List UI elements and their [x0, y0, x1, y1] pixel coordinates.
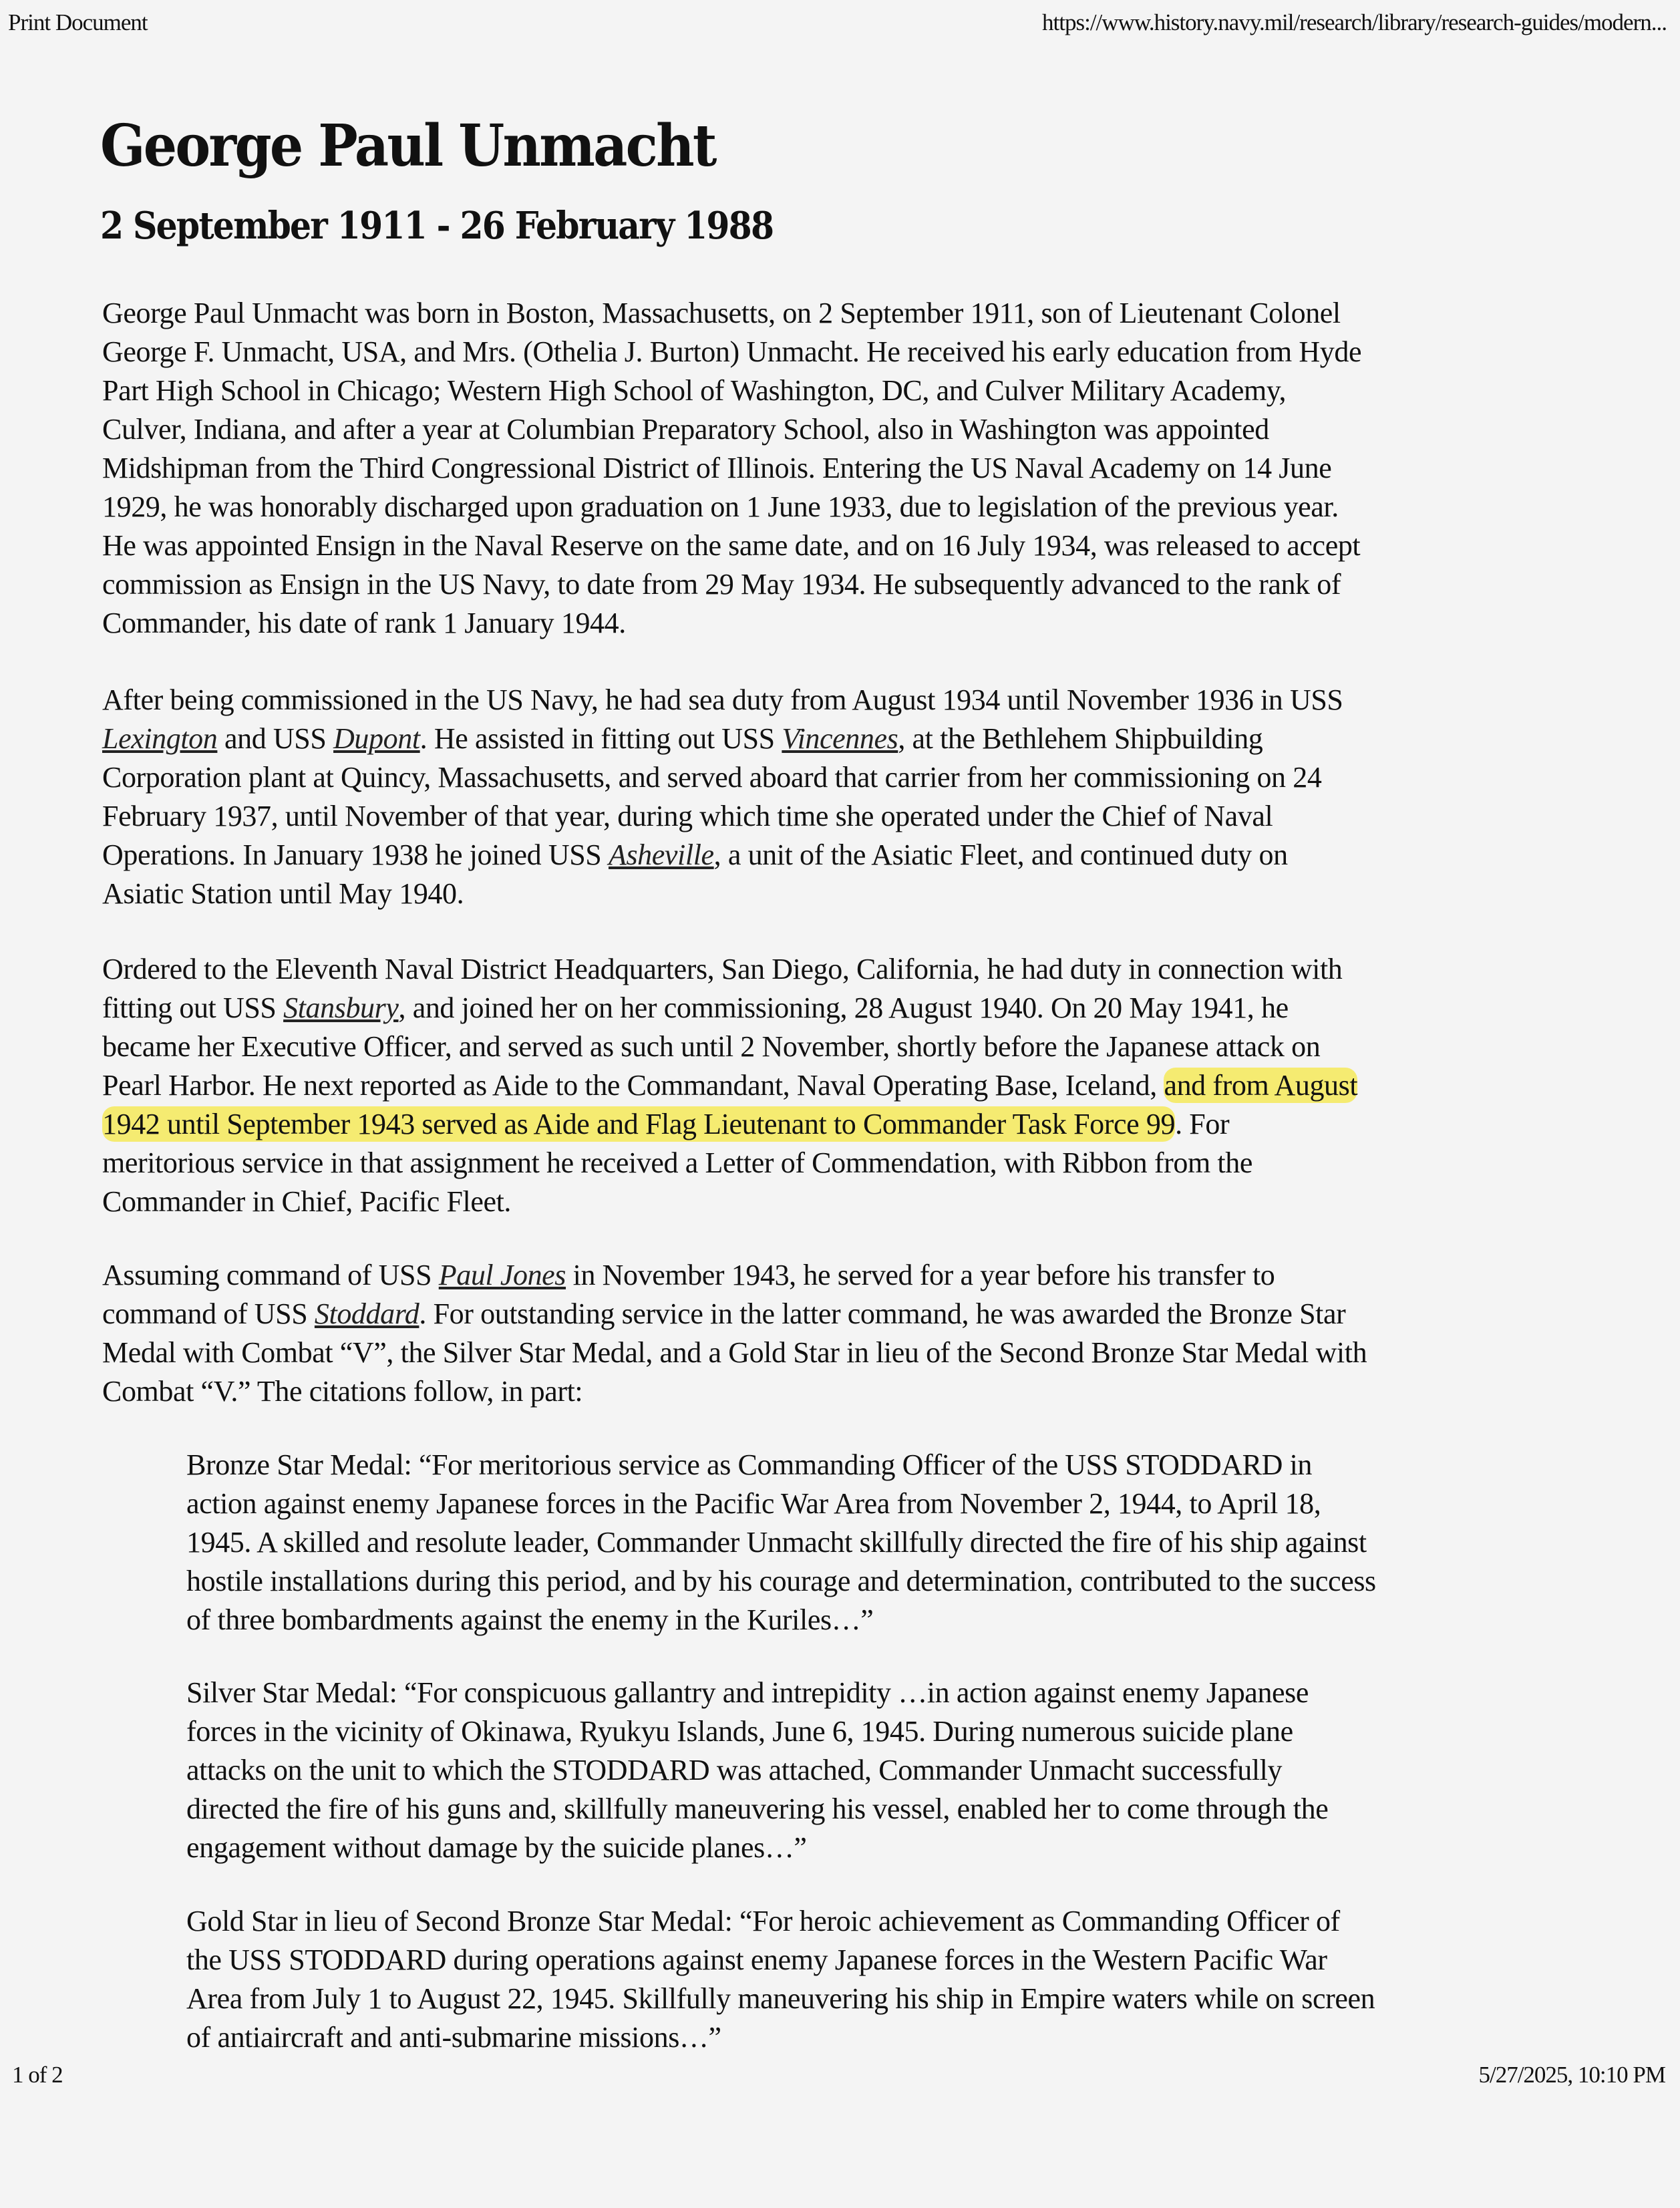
- text-segment: and USS: [217, 722, 334, 755]
- ship-link[interactable]: Stansbury: [283, 991, 399, 1024]
- page-subtitle-dates: 2 September 1911 - 26 February 1988: [100, 204, 774, 248]
- text-line: [186, 1790, 1328, 1829]
- text-line: [102, 1333, 1367, 1372]
- text-line: [102, 371, 1361, 410]
- text-line: [186, 1601, 1376, 1639]
- text-line: [102, 1182, 1357, 1221]
- text-line: [102, 1295, 1367, 1333]
- paragraph-sea-duty: [102, 681, 1343, 913]
- text-segment: fitting out USS: [102, 991, 284, 1024]
- text-segment: hostile installations during this period, and by his courage and determination, contributed to the success: [186, 1565, 1376, 1597]
- text-segment: Gold Star in lieu of Second Bronze Star Medal: “For heroic achievement as Commanding Officer of: [186, 1905, 1340, 1937]
- text-segment: George F. Unmacht, USA, and Mrs. (Othelia J. Burton) Unmacht. He received his early education from Hyde: [102, 335, 1362, 368]
- text-line: [102, 797, 1343, 836]
- paragraph-stansbury-iceland: [102, 950, 1357, 1221]
- text-segment: of antiaircraft and anti-submarine missions…”: [186, 2021, 721, 2054]
- text-segment: . He assisted in fitting out USS: [419, 722, 782, 755]
- text-segment: He was appointed Ensign in the Naval Reserve on the same date, and on 16 July 1934, was released to accept: [102, 529, 1361, 562]
- text-line: [102, 333, 1361, 371]
- text-segment: Assuming command of USS: [102, 1259, 439, 1291]
- text-line: [102, 449, 1361, 488]
- text-segment: attacks on the unit to which the STODDARD was attached, Commander Unmacht successfully: [186, 1754, 1283, 1786]
- text-segment: Commander in Chief, Pacific Fleet.: [102, 1185, 512, 1218]
- text-line: [186, 1484, 1376, 1523]
- text-line: [186, 1980, 1375, 2018]
- text-segment: command of USS: [102, 1297, 315, 1330]
- text-line: [102, 1066, 1357, 1105]
- highlighted-text: 1942 until September 1943 served as Aide and Flag Lieutenant to Commander Task Force 99: [102, 1108, 1176, 1140]
- text-segment: Medal with Combat “V”, the Silver Star Medal, and a Gold Star in lieu of the Second Bronze Star Medal with: [102, 1336, 1367, 1369]
- text-segment: February 1937, until November of that year, during which time she operated under the Chief of Naval: [102, 800, 1273, 832]
- text-line: [102, 989, 1357, 1028]
- text-segment: became her Executive Officer, and served as such until 2 November, shortly before the Japanese attack on: [102, 1030, 1321, 1063]
- text-line: [186, 1751, 1328, 1790]
- text-line: [186, 1674, 1328, 1712]
- text-line: [102, 565, 1361, 604]
- ship-link[interactable]: Asheville: [608, 838, 714, 871]
- ship-link[interactable]: Stoddard: [314, 1297, 419, 1330]
- text-segment: Midshipman from the Third Congressional District of Illinois. Entering the US Naval Academy on 14 June: [102, 452, 1332, 484]
- text-segment: commission as Ensign in the US Navy, to date from 29 May 1934. He subsequently advanced to the rank of: [102, 568, 1341, 601]
- paragraph-early-life: [102, 294, 1361, 643]
- text-segment: , and joined her on her commissioning, 28 August 1940. On 20 May 1941, he: [398, 991, 1289, 1024]
- text-line: [102, 1256, 1367, 1295]
- text-segment: directed the fire of his guns and, skillfully maneuvering his vessel, enabled her to come through the: [186, 1792, 1329, 1825]
- print-header-url: https://www.history.navy.mil/research/library/research-guides/modern...: [1042, 9, 1667, 35]
- text-line: [102, 488, 1361, 526]
- citation-bronze-star: [186, 1446, 1376, 1639]
- text-line: [186, 1446, 1376, 1484]
- ship-link[interactable]: Paul Jones: [438, 1259, 566, 1291]
- text-line: [102, 836, 1343, 875]
- text-line: [102, 681, 1343, 720]
- ship-link[interactable]: Vincennes: [782, 722, 898, 755]
- text-line: [102, 1372, 1367, 1411]
- text-line: [102, 526, 1361, 565]
- page-title: George Paul Unmacht: [100, 112, 715, 180]
- text-line: [102, 604, 1361, 643]
- text-segment: Commander, his date of rank 1 January 1944.: [102, 607, 626, 639]
- text-segment: forces in the vicinity of Okinawa, Ryukyu Islands, June 6, 1945. During numerous suicide plane: [186, 1715, 1293, 1748]
- text-line: [102, 1144, 1357, 1182]
- text-line: [102, 875, 1343, 913]
- print-header-title: Print Document: [8, 9, 148, 35]
- text-line: [186, 1523, 1376, 1562]
- text-line: [102, 720, 1343, 758]
- print-timestamp: 5/27/2025, 10:10 PM: [1478, 2062, 1665, 2088]
- text-line: [186, 1941, 1375, 1980]
- text-segment: Pearl Harbor. He next reported as Aide to the Commandant, Naval Operating Base, Iceland,: [102, 1069, 1164, 1102]
- text-segment: in November 1943, he served for a year before his transfer to: [566, 1259, 1275, 1291]
- text-segment: Part High School in Chicago; Western High School of Washington, DC, and Culver Military Academy,: [102, 374, 1287, 407]
- text-segment: Corporation plant at Quincy, Massachusetts, and served aboard that carrier from her commissioning on 24: [102, 761, 1322, 794]
- citation-gold-star: [186, 1902, 1375, 2057]
- text-segment: . For outstanding service in the latter command, he was awarded the Bronze Star: [419, 1297, 1346, 1330]
- text-segment: Culver, Indiana, and after a year at Columbian Preparatory School, also in Washington was appointed: [102, 413, 1269, 446]
- text-segment: , a unit of the Asiatic Fleet, and continued duty on: [713, 838, 1288, 871]
- text-line: [102, 294, 1361, 333]
- text-line: [186, 1712, 1328, 1751]
- text-line: [102, 1105, 1357, 1144]
- text-segment: engagement without damage by the suicide planes…”: [186, 1831, 807, 1864]
- text-segment: of three bombardments against the enemy in the Kuriles…”: [186, 1603, 874, 1636]
- text-segment: George Paul Unmacht was born in Boston, Massachusetts, on 2 September 1911, son of Lieutenant Colonel: [102, 297, 1341, 329]
- text-segment: . For: [1175, 1108, 1230, 1140]
- text-segment: meritorious service in that assignment he received a Letter of Commendation, with Ribbon from the: [102, 1146, 1252, 1179]
- text-segment: 1945. A skilled and resolute leader, Commander Unmacht skillfully directed the fire of his ship against: [186, 1526, 1367, 1559]
- text-line: [102, 950, 1357, 989]
- text-line: [102, 1028, 1357, 1066]
- text-segment: After being commissioned in the US Navy, he had sea duty from August 1934 until November 1936 in USS: [102, 683, 1343, 716]
- text-segment: Area from July 1 to August 22, 1945. Skillfully maneuvering his ship in Empire waters while on screen: [186, 1982, 1375, 2015]
- text-segment: 1929, he was honorably discharged upon graduation on 1 June 1933, due to legislation of the previous year.: [102, 490, 1339, 523]
- text-segment: action against enemy Japanese forces in the Pacific War Area from November 2, 1944, to April 18,: [186, 1487, 1321, 1520]
- text-segment: , at the Bethlehem Shipbuilding: [898, 722, 1263, 755]
- ship-link[interactable]: Lexington: [102, 722, 218, 755]
- text-line: [186, 1902, 1375, 1941]
- paragraph-command: [102, 1256, 1367, 1411]
- text-segment: Ordered to the Eleventh Naval District Headquarters, San Diego, California, he had duty in connection with: [102, 953, 1343, 985]
- page-number: 1 of 2: [12, 2062, 63, 2088]
- text-segment: Silver Star Medal: “For conspicuous gallantry and intrepidity …in action against enemy Japanese: [186, 1676, 1309, 1709]
- text-segment: Combat “V.” The citations follow, in part:: [102, 1375, 583, 1408]
- text-line: [186, 2018, 1375, 2057]
- text-line: [186, 1562, 1376, 1601]
- text-segment: the USS STODDARD during operations against enemy Japanese forces in the Western Pacific War: [186, 1943, 1327, 1976]
- text-line: [102, 410, 1361, 449]
- highlighted-text: and from August: [1164, 1069, 1358, 1102]
- citation-silver-star: [186, 1674, 1328, 1867]
- text-line: [186, 1829, 1328, 1867]
- text-segment: Bronze Star Medal: “For meritorious service as Commanding Officer of the USS STODDARD in: [186, 1448, 1313, 1481]
- text-segment: Operations. In January 1938 he joined USS: [102, 838, 609, 871]
- text-line: [102, 758, 1343, 797]
- ship-link[interactable]: Dupont: [333, 722, 420, 755]
- text-segment: Asiatic Station until May 1940.: [102, 877, 464, 910]
